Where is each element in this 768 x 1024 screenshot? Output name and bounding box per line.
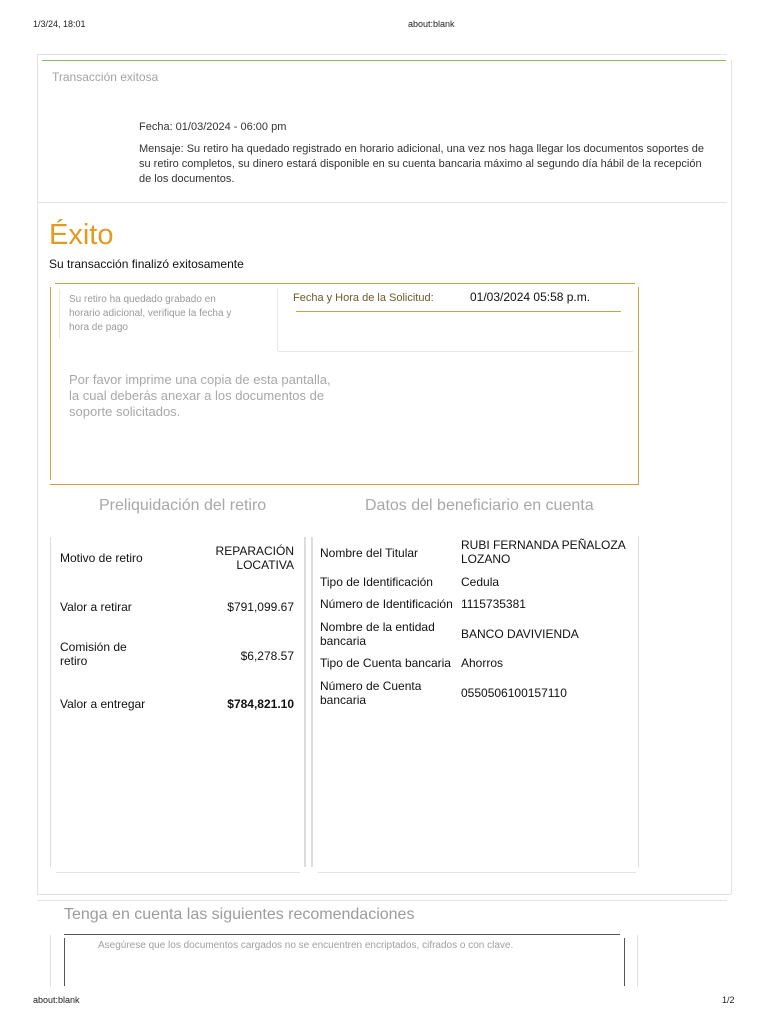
numero-cuenta-label-line: bancaria <box>320 693 367 707</box>
frame-accent-line <box>42 60 726 61</box>
numero-cuenta-label-line: Número de Cuenta <box>320 679 422 693</box>
notice-date: Fecha: 01/03/2024 - 06:00 pm <box>139 121 287 133</box>
print-instructions-line: la cual deberás anexar a los documentos de <box>69 388 325 403</box>
notice-heading: Transacción exitosa <box>52 70 159 84</box>
titular-label: Nombre del Titular <box>320 546 419 560</box>
notice-message-line: su retiro completos, su dinero estará disponible en su cuenta bancaria máximo al segundo día hábil de la recepción <box>139 158 702 170</box>
titular-value <box>461 538 626 566</box>
tipo-id-value: Cedula <box>461 575 500 589</box>
recommendations-title: Tenga en cuenta las siguientes recomendaciones <box>64 906 415 923</box>
comision-label-line: retiro <box>60 654 88 668</box>
motivo-label: Motivo de retiro <box>60 551 143 565</box>
beneficiario-panel-bottom <box>318 872 636 873</box>
request-date-value: 01/03/2024 05:58 p.m. <box>470 290 591 304</box>
titular-value-line: RUBI FERNANDA PEÑALOZA <box>461 538 626 552</box>
request-box-left <box>50 287 51 480</box>
entidad-label-line: bancaria <box>320 634 367 648</box>
numero-cuenta-label <box>320 679 421 707</box>
recommendations-box-right <box>624 938 625 986</box>
request-box-right <box>638 287 639 484</box>
preliquidacion-panel-right <box>304 537 306 867</box>
valor-retirar-label: Valor a retirar <box>60 600 132 614</box>
notice-message <box>139 142 704 187</box>
numero-id-value: 1115735381 <box>461 597 526 611</box>
success-subtitle: Su transacción finalizó exitosamente <box>49 257 244 271</box>
request-info-line: hora de pago <box>69 322 128 333</box>
recommendation-item: Asegúrese que los documentos cargados no se encuentren encriptados, cifrados o con clave. <box>98 940 514 951</box>
print-footer-page: 1/2 <box>722 995 735 1005</box>
preliquidacion-panel-left <box>50 537 51 867</box>
entidad-label <box>320 620 435 648</box>
print-page-title: about:blank <box>408 19 455 29</box>
preliquidacion-panel-bottom <box>56 872 300 873</box>
request-info-line: Su retiro ha quedado grabado en <box>69 294 216 305</box>
recommendations-box-left <box>64 938 65 986</box>
comision-label-line: Comisión de <box>60 640 127 654</box>
print-instructions-line: soporte solicitados. <box>69 404 181 419</box>
frame-top-border <box>37 54 727 55</box>
motivo-value <box>180 544 294 572</box>
frame-right-border <box>731 60 732 894</box>
beneficiario-title: Datos del beneficiario en cuenta <box>365 497 594 514</box>
tipo-cuenta-label: Tipo de Cuenta bancaria <box>320 656 451 670</box>
recommendations-outer-left <box>50 935 51 987</box>
print-instructions <box>69 372 331 420</box>
beneficiario-panel-right <box>638 537 639 867</box>
entidad-value: BANCO DAVIVIENDA <box>461 627 579 641</box>
request-date-label: Fecha y Hora de la Solicitud: <box>293 292 434 304</box>
print-instructions-line: Por favor imprime una copia de esta pantalla, <box>69 372 331 387</box>
valor-retirar-value: $791,099.67 <box>227 600 294 614</box>
frame-bottom-border <box>37 894 731 895</box>
request-box-top <box>55 283 635 284</box>
request-box-inner-divider <box>277 288 278 351</box>
titular-value-line: LOZANO <box>461 552 511 566</box>
valor-entregar-label: Valor a entregar <box>60 697 146 711</box>
numero-id-label: Número de Identificación <box>320 597 453 611</box>
comision-label <box>60 640 127 668</box>
request-box-bottom <box>50 484 639 485</box>
tipo-id-label: Tipo de Identificación <box>320 575 433 589</box>
tipo-cuenta-value: Ahorros <box>461 656 504 670</box>
motivo-value-line: REPARACIÓN <box>215 544 294 558</box>
notice-message-line: Mensaje: Su retiro ha quedado registrado en horario adicional, una vez nos haga llegar los documentos soportes de <box>139 143 705 155</box>
valor-entregar-value: $784,821.10 <box>227 697 294 711</box>
print-datetime: 1/3/24, 18:01 <box>33 19 86 29</box>
print-footer-url: about:blank <box>33 995 80 1005</box>
notice-divider <box>37 202 727 203</box>
request-box-inner-bottom <box>278 351 633 352</box>
beneficiario-panel-left <box>311 537 313 867</box>
recommendations-box-top <box>64 934 620 935</box>
request-box-inner-left <box>59 289 60 339</box>
request-info <box>69 293 274 335</box>
recommendations-outer-right <box>637 935 638 987</box>
frame-left-border <box>37 54 38 894</box>
motivo-value-line: LOCATIVA <box>236 558 294 572</box>
preliquidacion-title: Preliquidación del retiro <box>99 497 267 514</box>
notice-message-line: de los documentos. <box>139 173 235 185</box>
recommendations-top-border <box>37 900 727 901</box>
comision-value: $6,278.57 <box>240 649 294 663</box>
numero-cuenta-value: 0550506100157110 <box>461 686 567 700</box>
request-info-line: horario adicional, verifique la fecha y <box>69 308 232 319</box>
request-date-underline <box>296 311 621 312</box>
success-title: Éxito <box>49 219 114 251</box>
entidad-label-line: Nombre de la entidad <box>320 620 435 634</box>
